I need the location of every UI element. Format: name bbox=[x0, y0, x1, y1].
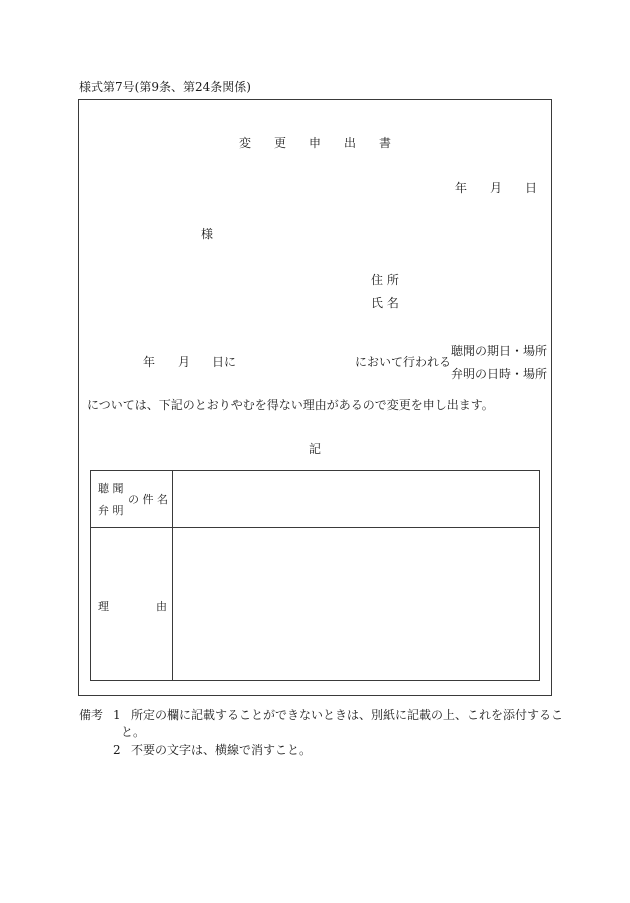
table-divider-horizontal bbox=[91, 527, 539, 528]
case-label-suffix: の 件 名 bbox=[128, 493, 168, 506]
title-char: 申 bbox=[309, 136, 322, 150]
remarks-label: 備考 bbox=[79, 708, 104, 722]
remark-1-number: 1 bbox=[113, 708, 121, 722]
body-sentence: については、下記のとおりやむを得ない理由があるので変更を申し出ます。 bbox=[87, 398, 494, 412]
addressee-sama: 様 bbox=[201, 227, 214, 241]
body-year: 年 bbox=[143, 355, 156, 369]
case-label-hearing: 聴 聞 bbox=[98, 482, 124, 495]
reason-label-right: 由 bbox=[156, 600, 167, 613]
table-divider-vertical bbox=[172, 471, 173, 680]
name-label: 氏 名 bbox=[371, 296, 399, 310]
body-held-at: において行われる bbox=[355, 355, 452, 369]
remark-1-continuation: と。 bbox=[121, 725, 146, 739]
date-month: 月 bbox=[490, 181, 503, 195]
ki-heading: 記 bbox=[309, 442, 322, 456]
address-label: 住 所 bbox=[371, 273, 399, 287]
body-day-ni: 日に bbox=[212, 355, 237, 369]
form-id: 様式第7号(第9条、第24条関係) bbox=[79, 80, 251, 94]
body-month: 月 bbox=[178, 355, 191, 369]
title-char: 変 bbox=[239, 136, 252, 150]
date-year: 年 bbox=[455, 181, 468, 195]
option-hearing-date-place: 聴聞の期日・場所 bbox=[451, 344, 548, 358]
remark-1-text: 所定の欄に記載することができないときは、別紙に記載の上、これを添付するこ bbox=[131, 708, 564, 722]
reason-label-left: 理 bbox=[98, 600, 109, 613]
remark-2-text: 不要の文字は、横線で消すこと。 bbox=[131, 743, 312, 757]
title-char: 出 bbox=[344, 136, 357, 150]
case-label-explanation: 弁 明 bbox=[98, 504, 124, 517]
remark-2-number: 2 bbox=[113, 743, 121, 757]
title-char: 書 bbox=[379, 136, 392, 150]
date-day: 日 bbox=[525, 181, 538, 195]
option-explanation-date-place: 弁明の日時・場所 bbox=[451, 367, 548, 381]
title-char: 更 bbox=[274, 136, 287, 150]
